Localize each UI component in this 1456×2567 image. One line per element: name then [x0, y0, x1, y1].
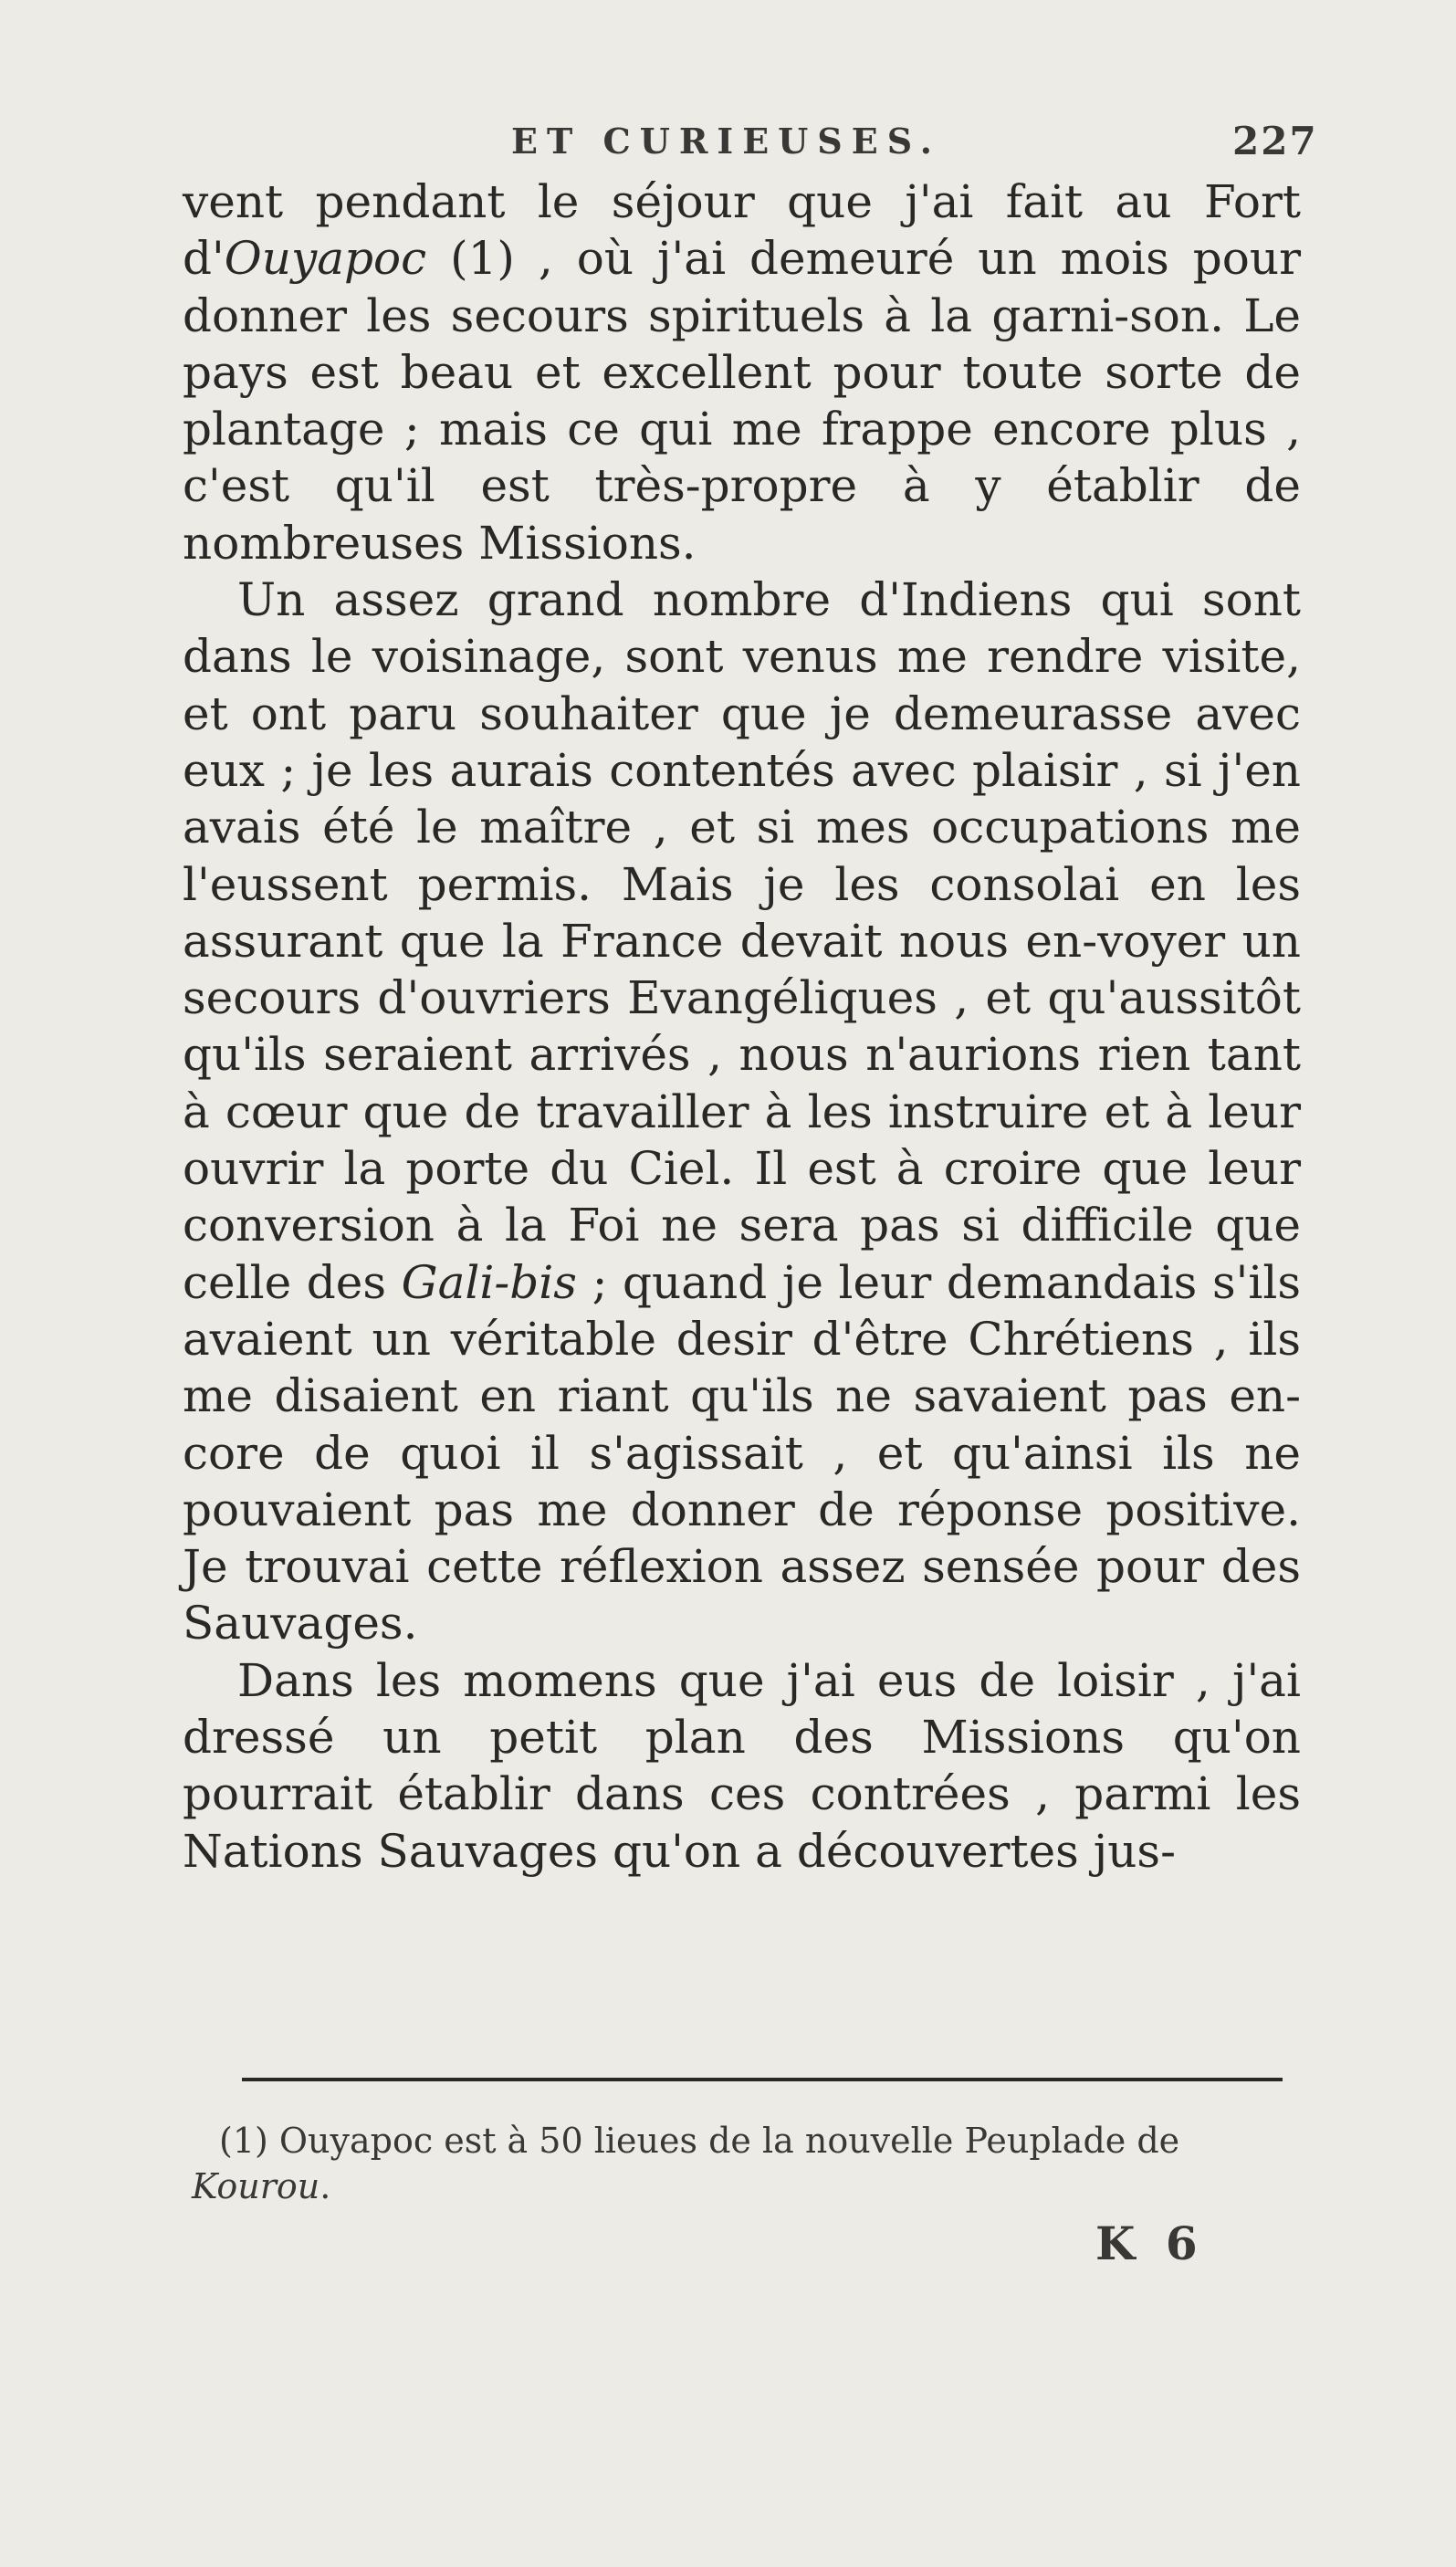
- p2-text-c: ; quand je leur demandais s'ils avaient un véritable desir d'être Chrétiens , ils me disaient en riant qu'ils ne savaient pas en-core de quoi il s'agissait , et qu'ainsi ils ne pouvaient pas me donner de réponse positive. Je trouvai cette réflexion assez sensée pour des Sauvages.: [183, 1255, 1301, 1650]
- running-title: ET CURIEUSES.: [511, 120, 942, 162]
- footnote-text-c: .: [319, 2166, 331, 2206]
- footnote-text-a: Ouyapoc est à 50 lieues de la nouvelle Peuplade de: [267, 2121, 1180, 2161]
- page-number: 227: [1232, 119, 1318, 163]
- footnote: [192, 2118, 1287, 2209]
- p2-italic-galibis: Gali-bis: [401, 1255, 577, 1309]
- main-text: [183, 173, 1301, 1880]
- footnote-marker: (1): [219, 2121, 268, 2161]
- paragraph-1: [183, 173, 1301, 571]
- signature-mark: K 6: [1095, 2216, 1205, 2270]
- paragraph-2: [183, 571, 1301, 1652]
- footnote-rule: [242, 2078, 1283, 2081]
- paragraph-3: [183, 1652, 1301, 1880]
- p2-text-a: Un assez grand nombre d'Indiens qui sont dans le voisinage, sont venus me rendre visite, et ont paru souhaiter que je demeurasse avec eux ; je les aurais contentés avec plaisir , si j'en avais été le maître , et si mes occupations me l'eussent permis. Mais je les consolai en les assurant que la France devait nous en-voyer un secours d'ouvriers Evangéliques , et qu'aussitôt qu'ils seraient arrivés , nous n'aurions rien tant à cœur que de travailler à les instruire et à leur ouvrir la porte du Ciel. Il est à croire que leur conversion à la Foi ne sera pas si difficile que celle des: [183, 573, 1301, 1309]
- p1-italic-ouyapoc: Ouyapoc: [224, 232, 427, 286]
- footnote-italic-kourou: Kourou: [192, 2166, 320, 2206]
- p1-text-c: (1) , où j'ai demeuré un mois pour donner les secours spirituels à la garni-son. Le pays est beau et excellent pour toute sorte de plantage ; mais ce qui me frappe encore plus , c'est qu'il est très-propre à y établir de nombreuses Missions.: [183, 232, 1301, 570]
- p1-text-a: vent pendant le séjour que j'ai fait au Fort d': [183, 175, 1301, 286]
- p3-text-a: Dans les momens que j'ai eus de loisir , j'ai dressé un petit plan des Missions qu'on pourrait établir dans ces contrées , parmi les Nations Sauvages qu'on a découvertes jus-: [183, 1653, 1301, 1878]
